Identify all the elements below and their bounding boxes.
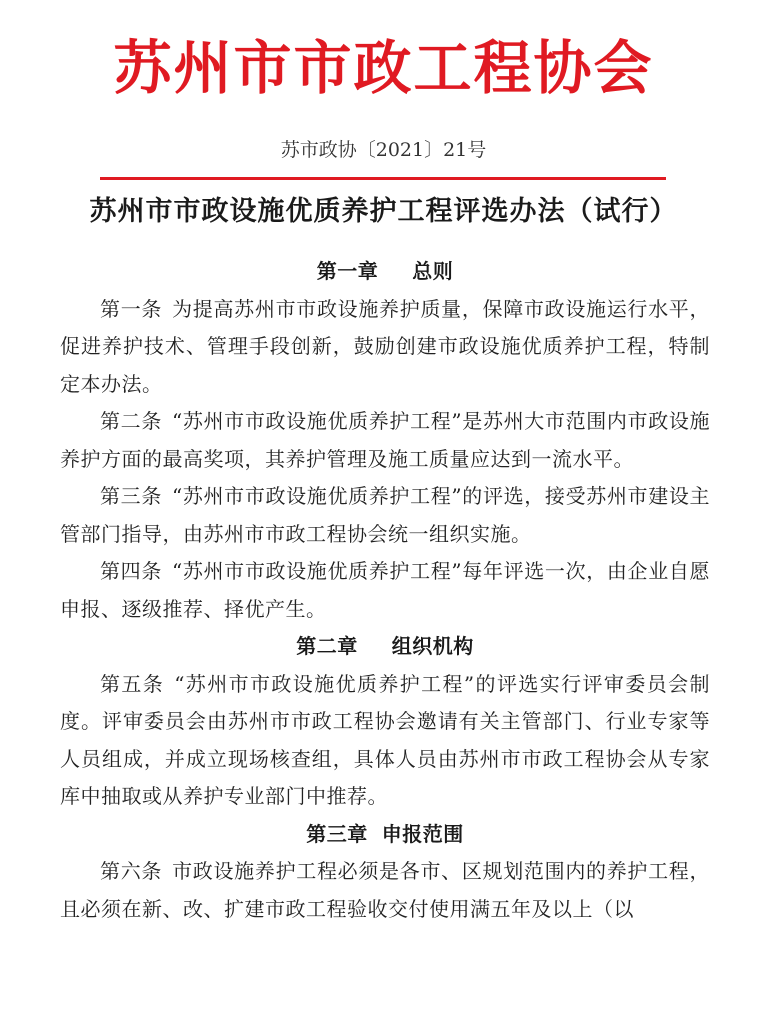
article-paragraph: [60, 853, 710, 928]
red-divider: [100, 177, 666, 180]
chapter-name: 申报范围: [381, 821, 464, 846]
article-text: “苏州市市政设施优质养护工程”每年评选一次，由企业自愿申报、逐级推荐、择优产生。: [60, 559, 711, 621]
chapter-number: 第三章: [306, 821, 368, 846]
document-title: 苏州市市政设施优质养护工程评选办法（试行）: [89, 196, 678, 227]
chapter-number: 第二章: [296, 634, 358, 658]
article-label: 第四条: [100, 559, 162, 583]
chapter-name: 总则: [412, 259, 454, 283]
article-paragraph: [60, 666, 710, 816]
article-label: 第三条: [100, 484, 162, 508]
article-paragraph: [60, 291, 710, 404]
org-name-header: 苏州市市政工程协会: [113, 34, 654, 102]
article-paragraph: [60, 553, 710, 628]
chapter-heading: [60, 816, 710, 854]
article-text: “苏州市市政设施优质养护工程”的评选实行评审委员会制度。评审委员会由苏州市市政工程协会邀请有关主管部门、行业专家等人员组成，并成立现场核查组，具体人员由苏州市市政工程协会从专家库中抽取或从养护专业部门中推荐。: [60, 671, 710, 808]
chapter-heading: [60, 628, 710, 666]
document-body: [60, 253, 710, 928]
article-label: 第六条: [100, 859, 163, 883]
chapter-number: 第一章: [316, 259, 379, 283]
article-text: 为提高苏州市市政设施养护质量，保障市政设施运行水平，促进养护技术、管理手段创新，鼓励创建市政设施优质养护工程，特制定本办法。: [60, 296, 711, 396]
article-paragraph: [60, 403, 710, 478]
article-label: 第五条: [100, 671, 165, 696]
article-label: 第二条: [100, 409, 162, 433]
article-paragraph: [60, 478, 710, 553]
article-text: 市政设施养护工程必须是各市、区规划范围内的养护工程，且必须在新、改、扩建市政工程验收交付使用满五年及以上（以: [60, 859, 711, 921]
article-text: “苏州市市政设施优质养护工程”是苏州大市范围内市政设施养护方面的最高奖项，其养护管理及施工质量应达到一流水平。: [60, 409, 711, 471]
article-label: 第一条: [100, 296, 163, 321]
chapter-heading: [60, 253, 710, 291]
doc-number: 苏市政协〔2021〕21号: [280, 139, 487, 161]
article-text: “苏州市市政设施优质养护工程”的评选，接受苏州市建设主管部门指导，由苏州市市政工程协会统一组织实施。: [60, 484, 711, 546]
chapter-name: 组织机构: [391, 634, 474, 658]
